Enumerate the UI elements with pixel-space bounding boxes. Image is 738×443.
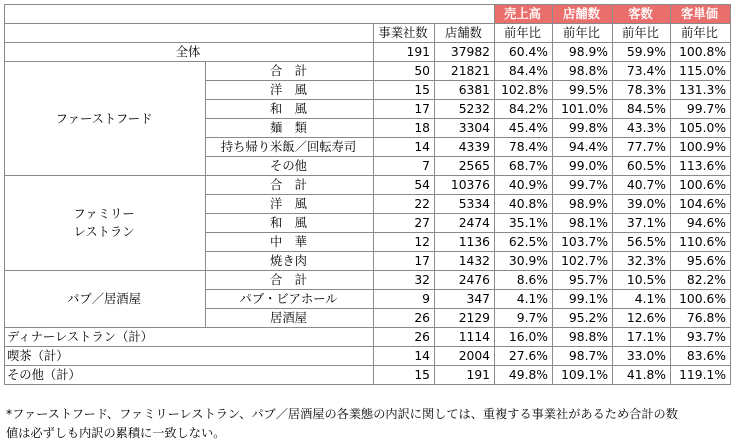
cell-companies: 26 [374, 309, 435, 328]
cell-unit-price: 105.0% [671, 119, 731, 138]
cell-customers: 37.1% [613, 214, 671, 233]
cell-unit-price: 113.6% [671, 157, 731, 176]
cell-sales: 84.2% [495, 100, 553, 119]
cell-unit-price: 119.1% [671, 366, 731, 385]
group-label: ファミリー レストラン [5, 176, 206, 271]
cell-stores: 2474 [435, 214, 495, 233]
cell-sales: 84.4% [495, 62, 553, 81]
cell-companies: 14 [374, 138, 435, 157]
table-row [5, 366, 731, 385]
cell-store-count: 99.8% [553, 119, 613, 138]
cell-unit-price: 100.6% [671, 176, 731, 195]
subheader-yoy-stores: 前年比 [553, 24, 613, 43]
cell-store-count: 94.4% [553, 138, 613, 157]
header-blank-cell [5, 5, 495, 24]
cell-customers: 73.4% [613, 62, 671, 81]
cell-customers: 77.7% [613, 138, 671, 157]
subheader-yoy-customers: 前年比 [613, 24, 671, 43]
row-label: 喫茶（計） [5, 347, 374, 366]
row-label: 居酒屋 [206, 309, 374, 328]
cell-stores: 2565 [435, 157, 495, 176]
cell-stores: 1432 [435, 252, 495, 271]
cell-store-count: 95.2% [553, 309, 613, 328]
cell-sales: 40.8% [495, 195, 553, 214]
row-label: 和 風 [206, 100, 374, 119]
cell-unit-price: 94.6% [671, 214, 731, 233]
cell-companies: 32 [374, 271, 435, 290]
cell-sales: 27.6% [495, 347, 553, 366]
cell-customers: 60.5% [613, 157, 671, 176]
row-label: 持ち帰り米飯／回転寿司 [206, 138, 374, 157]
cell-unit-price: 99.7% [671, 100, 731, 119]
cell-store-count: 99.7% [553, 176, 613, 195]
row-label: 合 計 [206, 62, 374, 81]
cell-sales: 60.4% [495, 43, 553, 62]
table-body [5, 5, 731, 385]
cell-stores: 1114 [435, 328, 495, 347]
cell-unit-price: 115.0% [671, 62, 731, 81]
cell-stores: 3304 [435, 119, 495, 138]
table-row [5, 62, 731, 81]
cell-companies: 12 [374, 233, 435, 252]
subheader-blank-cell [5, 24, 374, 43]
cell-stores: 37982 [435, 43, 495, 62]
table-row-total [5, 43, 731, 62]
cell-customers: 10.5% [613, 271, 671, 290]
cell-sales: 4.1% [495, 290, 553, 309]
cell-companies: 191 [374, 43, 435, 62]
cell-unit-price: 100.6% [671, 290, 731, 309]
cell-sales: 68.7% [495, 157, 553, 176]
cell-unit-price: 95.6% [671, 252, 731, 271]
header-customers: 客数 [613, 5, 671, 24]
group-label: パブ／居酒屋 [5, 271, 206, 328]
cell-stores: 5334 [435, 195, 495, 214]
cell-companies: 17 [374, 100, 435, 119]
cell-customers: 41.8% [613, 366, 671, 385]
cell-companies: 9 [374, 290, 435, 309]
cell-customers: 4.1% [613, 290, 671, 309]
cell-stores: 1136 [435, 233, 495, 252]
cell-customers: 56.5% [613, 233, 671, 252]
cell-stores: 6381 [435, 81, 495, 100]
cell-store-count: 98.1% [553, 214, 613, 233]
sales-table [4, 4, 731, 385]
cell-sales: 49.8% [495, 366, 553, 385]
cell-unit-price: 82.2% [671, 271, 731, 290]
row-label: 洋 風 [206, 81, 374, 100]
cell-companies: 17 [374, 252, 435, 271]
cell-sales: 40.9% [495, 176, 553, 195]
cell-unit-price: 104.6% [671, 195, 731, 214]
cell-store-count: 99.0% [553, 157, 613, 176]
table-row [5, 347, 731, 366]
cell-companies: 7 [374, 157, 435, 176]
footnote-line-2: 値は必ずしも内訳の累積に一致しない。 [6, 426, 226, 440]
cell-companies: 14 [374, 347, 435, 366]
metric-header-row [5, 5, 731, 24]
footnote [6, 405, 734, 443]
cell-unit-price: 83.6% [671, 347, 731, 366]
row-label: その他（計） [5, 366, 374, 385]
cell-companies: 18 [374, 119, 435, 138]
row-label: ディナーレストラン（計） [5, 328, 374, 347]
row-label: 焼き肉 [206, 252, 374, 271]
cell-companies: 50 [374, 62, 435, 81]
cell-store-count: 98.9% [553, 43, 613, 62]
cell-companies: 15 [374, 81, 435, 100]
cell-companies: 22 [374, 195, 435, 214]
cell-customers: 59.9% [613, 43, 671, 62]
cell-unit-price: 131.3% [671, 81, 731, 100]
row-label: パブ・ビアホール [206, 290, 374, 309]
row-label: その他 [206, 157, 374, 176]
cell-sales: 45.4% [495, 119, 553, 138]
cell-customers: 12.6% [613, 309, 671, 328]
cell-customers: 84.5% [613, 100, 671, 119]
cell-customers: 40.7% [613, 176, 671, 195]
cell-unit-price: 110.6% [671, 233, 731, 252]
group-label: ファーストフード [5, 62, 206, 176]
cell-stores: 10376 [435, 176, 495, 195]
cell-sales: 9.7% [495, 309, 553, 328]
cell-stores: 2129 [435, 309, 495, 328]
cell-customers: 78.3% [613, 81, 671, 100]
cell-stores: 4339 [435, 138, 495, 157]
cell-sales: 30.9% [495, 252, 553, 271]
cell-store-count: 98.9% [553, 195, 613, 214]
table-row [5, 271, 731, 290]
subheader-yoy-unit-price: 前年比 [671, 24, 731, 43]
cell-companies: 27 [374, 214, 435, 233]
cell-stores: 5232 [435, 100, 495, 119]
subheader-yoy-sales: 前年比 [495, 24, 553, 43]
row-label: 合 計 [206, 271, 374, 290]
row-label: 和 風 [206, 214, 374, 233]
cell-stores: 2476 [435, 271, 495, 290]
cell-stores: 2004 [435, 347, 495, 366]
subheader-companies: 事業社数 [374, 24, 435, 43]
cell-store-count: 103.7% [553, 233, 613, 252]
row-label: 洋 風 [206, 195, 374, 214]
cell-customers: 39.0% [613, 195, 671, 214]
cell-store-count: 98.8% [553, 328, 613, 347]
cell-customers: 33.0% [613, 347, 671, 366]
header-unit-price: 客単価 [671, 5, 731, 24]
column-header-row [5, 24, 731, 43]
cell-unit-price: 76.8% [671, 309, 731, 328]
cell-customers: 17.1% [613, 328, 671, 347]
row-label: 合 計 [206, 176, 374, 195]
cell-stores: 21821 [435, 62, 495, 81]
row-label-total: 全体 [5, 43, 374, 62]
cell-store-count: 101.0% [553, 100, 613, 119]
cell-store-count: 98.7% [553, 347, 613, 366]
cell-store-count: 95.7% [553, 271, 613, 290]
cell-sales: 62.5% [495, 233, 553, 252]
cell-store-count: 99.5% [553, 81, 613, 100]
table-row [5, 328, 731, 347]
cell-store-count: 99.1% [553, 290, 613, 309]
cell-companies: 54 [374, 176, 435, 195]
row-label: 麺 類 [206, 119, 374, 138]
cell-unit-price: 100.8% [671, 43, 731, 62]
cell-customers: 32.3% [613, 252, 671, 271]
cell-customers: 43.3% [613, 119, 671, 138]
cell-companies: 15 [374, 366, 435, 385]
cell-sales: 78.4% [495, 138, 553, 157]
cell-stores: 191 [435, 366, 495, 385]
cell-store-count: 102.7% [553, 252, 613, 271]
cell-store-count: 109.1% [553, 366, 613, 385]
cell-unit-price: 93.7% [671, 328, 731, 347]
cell-store-count: 98.8% [553, 62, 613, 81]
subheader-stores: 店舗数 [435, 24, 495, 43]
cell-companies: 26 [374, 328, 435, 347]
cell-sales: 35.1% [495, 214, 553, 233]
cell-sales: 8.6% [495, 271, 553, 290]
header-sales: 売上高 [495, 5, 553, 24]
table-row [5, 176, 731, 195]
cell-sales: 102.8% [495, 81, 553, 100]
cell-stores: 347 [435, 290, 495, 309]
row-label: 中 華 [206, 233, 374, 252]
cell-sales: 16.0% [495, 328, 553, 347]
cell-unit-price: 100.9% [671, 138, 731, 157]
header-stores: 店舗数 [553, 5, 613, 24]
footnote-line-1: *ファーストフード、ファミリーレストラン、パブ／居酒屋の各業態の内訳に関しては、重複する事業社があるため合計の数 [6, 407, 678, 421]
